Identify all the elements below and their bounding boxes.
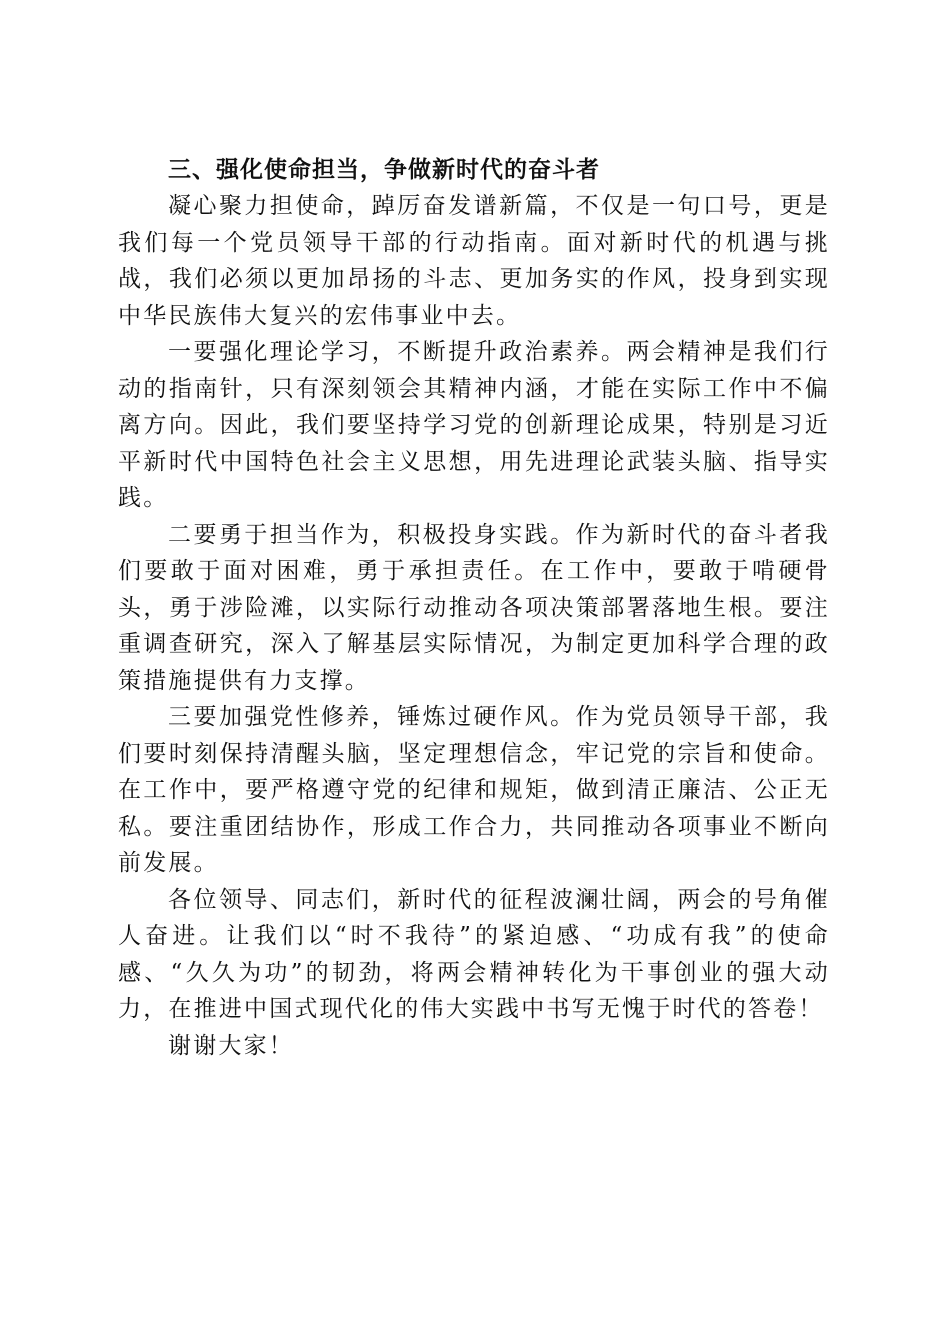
paragraph-party-spirit: 三要加强党性修养，锤炼过硬作风。作为党员领导干部，我们要时刻保持清醒头脑，坚定理想信念，牢记党的宗旨和使命。在工作中，要严格遵守党的纪律和规矩，做到清正廉洁、公正无私。要注重团结协作，形成工作合力，共同推动各项事业不断向前发展。 [118,704,830,876]
closing-thanks: 谢谢大家！ [168,1032,294,1059]
paragraph-theory-study: 一要强化理论学习，不断提升政治素养。两会精神是我们行动的指南针，只有深刻领会其精神内涵，才能在实际工作中不偏离方向。因此，我们要坚持学习党的创新理论成果，特别是习近平新时代中国特色社会主义思想，用先进理论武装头脑、指导实践。 [118,339,830,511]
section-heading: 三、强化使命担当，争做新时代的奋斗者 [168,157,600,183]
paragraph-responsibility: 二要勇于担当作为，积极投身实践。作为新时代的奋斗者我们要敢于面对困难，勇于承担责任。在工作中，要敢于啃硬骨头，勇于涉险滩，以实际行动推动各项决策部署落地生根。要注重调查研究，深入了解基层实际情况，为制定更加科学合理的政策措施提供有力支撑。 [118,521,830,694]
paragraph-mission: 凝心聚力担使命，踔厉奋发谱新篇，不仅是一句口号，更是我们每一个党员领导干部的行动指南。面对新时代的机遇与挑战，我们必须以更加昂扬的斗志、更加务实的作风，投身到实现中华民族伟大复兴的宏伟事业中去。 [118,193,830,329]
paragraph-conclusion: 各位领导、同志们，新时代的征程波澜壮阔，两会的号角催人奋进。让我们以“时不我待”的紧迫感、“功成有我”的使命感、“久久为功”的韧劲，将两会精神转化为干事创业的强大动力，在推进中国式现代化的伟大实践中书写无愧于时代的答卷！ [118,886,830,1022]
document-body [118,152,830,1064]
